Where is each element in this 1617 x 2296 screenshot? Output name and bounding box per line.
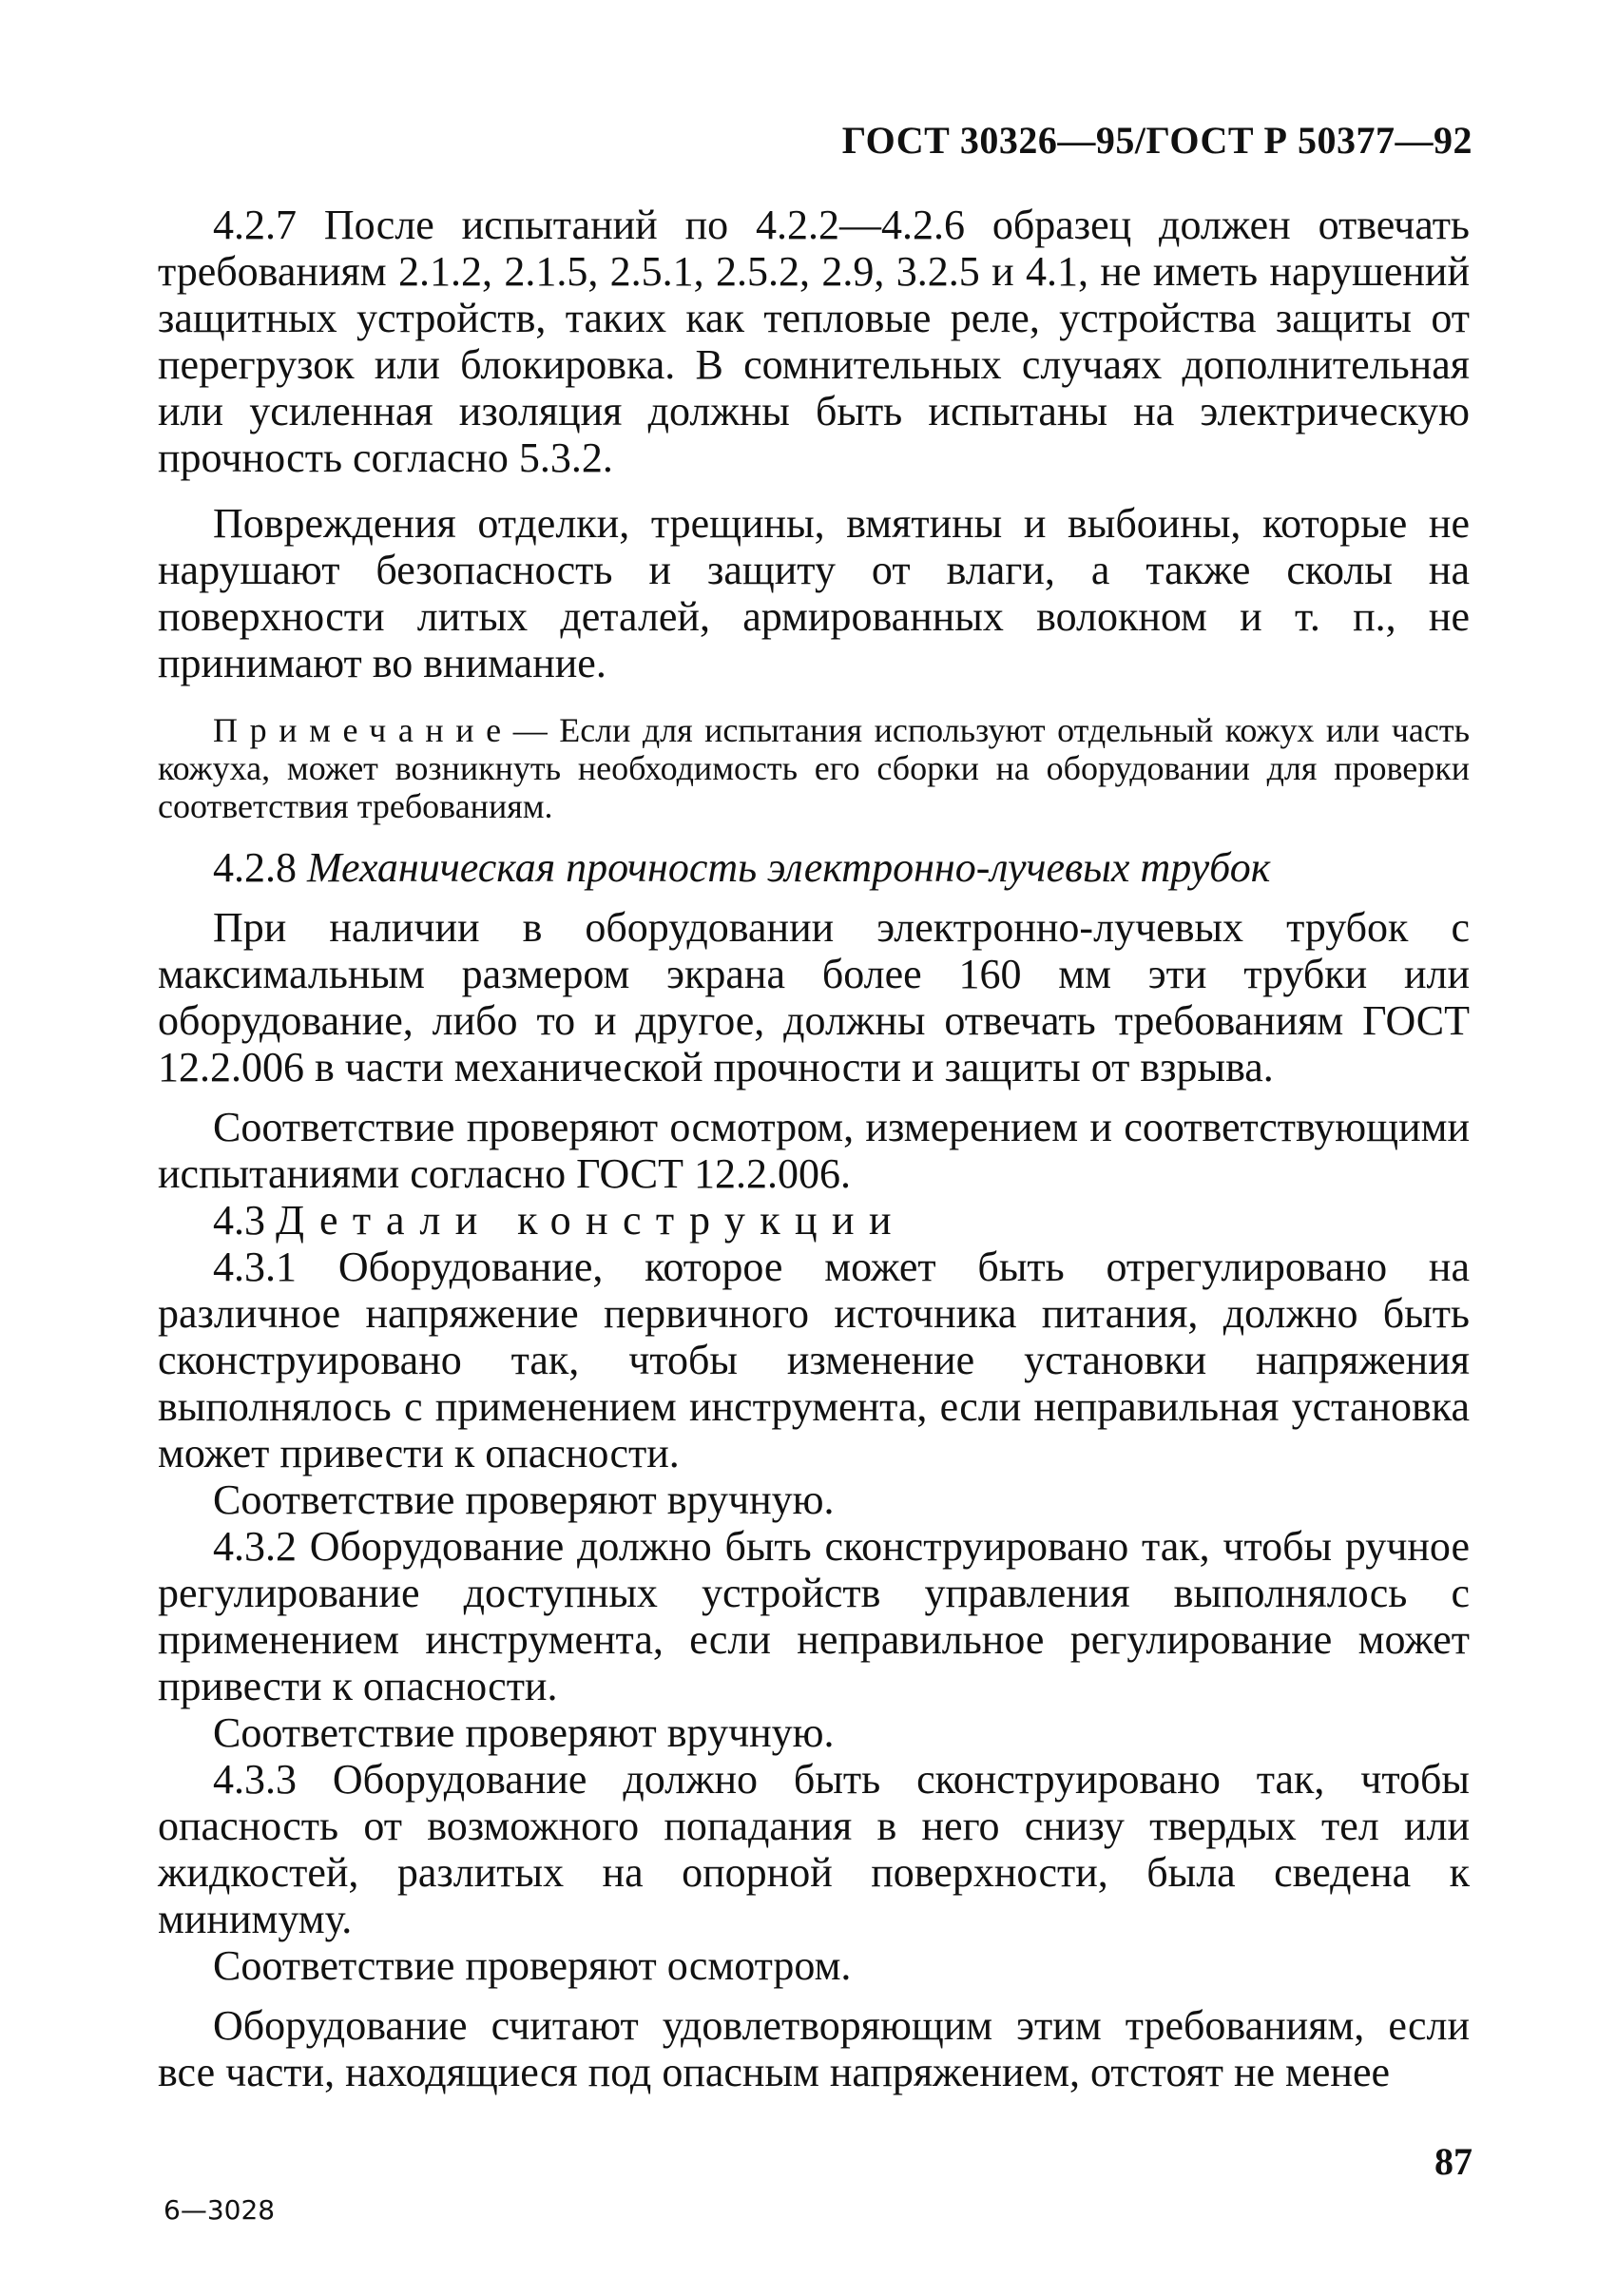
- heading-4-3: [158, 1197, 1470, 1244]
- paragraph-4-3-3-compliance: Соответствие проверяют осмотром.: [213, 1942, 852, 1989]
- paragraph-4-3-1-compliance: Соответствие проверяют вручную.: [213, 1476, 835, 1523]
- paragraph-crt-compliance: Соответствие проверяют осмотром, измерением и соответствующими испытаниями согласно ГОСТ 12.2.006.: [158, 1104, 1470, 1197]
- document-body: [158, 202, 1470, 2095]
- paragraph-4-3-2: 4.3.2 Оборудование должно быть сконструировано так, чтобы ручное регулирование доступных устройств управления выполнялось с применением инструмента, если неправильное регулирование может привести к опасности.: [158, 1523, 1470, 1709]
- paragraph-requirement: Оборудование считают удовлетворяющим этим требованиям, если все части, находящиеся под опасным напряжением, отстоят не менее: [158, 2002, 1470, 2095]
- note-text: — Если для испытания используют отдельный кожух или часть кожуха, может возникнуть необходимость его сборки на оборудовании для проверки соответствия требованиям.: [158, 711, 1470, 825]
- paragraph-4-3-3: 4.3.3 Оборудование должно быть сконструировано так, чтобы опасность от возможного попадания в него снизу твердых тел или жидкостей, разлитых на опорной поверхности, была сведена к минимуму.: [158, 1756, 1470, 1942]
- heading-4-2-8: [158, 844, 1470, 891]
- note: [158, 711, 1470, 825]
- note-label: Примечание: [213, 711, 513, 749]
- heading-4-3-title: Детали конструкции: [276, 1197, 906, 1244]
- heading-4-2-8-number: 4.2.8: [213, 844, 297, 891]
- paragraph-damage: Повреждения отделки, трещины, вмятины и выбоины, которые не нарушают безопасность и защиту от влаги, а также сколы на поверхности литых деталей, армированных волокном и т. п., не принимают во внимание.: [158, 500, 1470, 686]
- paragraph-4-3-2-compliance: Соответствие проверяют вручную.: [213, 1709, 835, 1756]
- heading-4-3-number: 4.3: [213, 1197, 265, 1244]
- printer-signature: 6—3028: [164, 2194, 276, 2226]
- heading-4-2-8-title: Механическая прочность электронно-лучевых трубок: [307, 844, 1271, 891]
- running-header: ГОСТ 30326—95/ГОСТ Р 50377—92: [841, 119, 1473, 162]
- page-number: 87: [1434, 2140, 1473, 2183]
- paragraph-4-2-7: 4.2.7 После испытаний по 4.2.2—4.2.6 образец должен отвечать требованиям 2.1.2, 2.1.5, 2.5.1, 2.5.2, 2.9, 3.2.5 и 4.1, не иметь нарушений защитных устройств, таких как тепловые реле, устройства защиты от перегрузок или блокировка. В сомнительных случаях дополнительная или усиленная изоляция должны быть испытаны на электрическую прочность согласно 5.3.2.: [158, 202, 1470, 481]
- paragraph-4-3-1: 4.3.1 Оборудование, которое может быть отрегулировано на различное напряжение первичного источника питания, должно быть сконструировано так, чтобы изменение установки напряжения выполнялось с применением инструмента, если неправильная установка может привести к опасности.: [158, 1244, 1470, 1476]
- paragraph-crt: При наличии в оборудовании электронно-лучевых трубок с максимальным размером экрана более 160 мм эти трубки или оборудование, либо то и другое, должны отвечать требованиям ГОСТ 12.2.006 в части механической прочности и защиты от взрыва.: [158, 904, 1470, 1090]
